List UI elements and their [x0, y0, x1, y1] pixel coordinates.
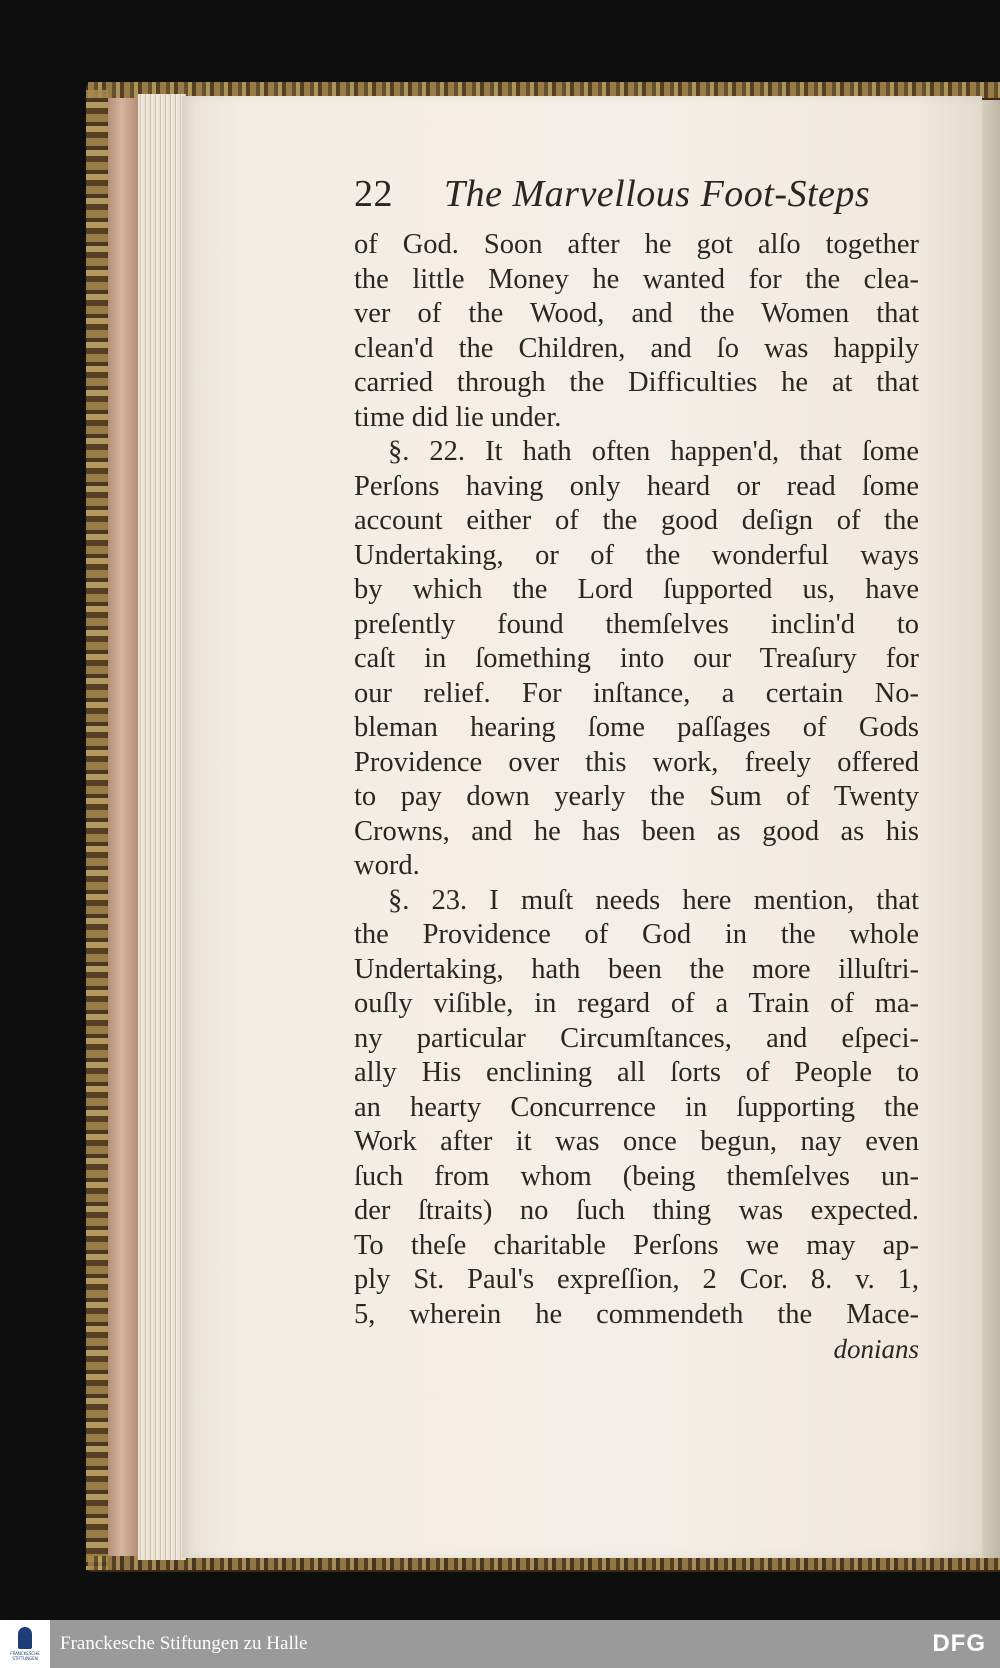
text-line: time did lie under.	[354, 401, 562, 433]
catchword: donians	[833, 1334, 919, 1364]
facing-page-edge	[980, 100, 1000, 1558]
logo-mark-icon	[18, 1627, 32, 1649]
text-line: Perſons having only heard or read ſome	[354, 470, 919, 502]
text-lines	[354, 228, 919, 1332]
text-line: Providence over this work, freely offered	[354, 746, 919, 778]
institution-name: Franckesche Stiftungen zu Halle	[60, 1633, 308, 1654]
text-line: ouſly viſible, in regard of a Train of ma-	[354, 988, 919, 1019]
gilt-border-left	[86, 90, 108, 1570]
running-head: The Marvellous Foot-Steps	[444, 173, 871, 215]
text-line: the little Money he wanted for the clea-	[354, 263, 919, 295]
page-number: 22	[354, 173, 393, 215]
page-text	[354, 172, 919, 1366]
text-line: word.	[354, 850, 420, 881]
text-line: ply St. Paul's expreſſion, 2 Cor. 8. v. 1,	[354, 1264, 919, 1295]
text-line: 5, wherein he commendeth the Mace-	[354, 1298, 919, 1330]
text-line: §. 22. It hath often happen'd, that ſome	[388, 436, 919, 467]
text-line: Crowns, and he has been as good as his	[354, 815, 919, 847]
text-line: the Providence of God in the whole	[354, 919, 919, 950]
text-line: by which the Lord ſupported us, have	[354, 574, 919, 605]
text-line: Work after it was once begun, nay even	[354, 1126, 919, 1157]
text-line: carried through the Difficulties he at that	[354, 367, 919, 398]
institution-logo	[0, 1620, 50, 1668]
text-line: ny particular Circumſtances, and eſpeci-	[354, 1022, 919, 1054]
viewer-footer	[0, 1620, 1000, 1668]
text-line: our relief. For inſtance, a certain No-	[354, 677, 919, 709]
text-line: Undertaking, or of the wonderful ways	[354, 539, 919, 571]
running-header	[354, 172, 919, 228]
text-line: To theſe charitable Perſons we may ap-	[354, 1229, 919, 1261]
text-line: an hearty Concurrence in ſupporting the	[354, 1091, 919, 1123]
text-line: ſuch from whom (being themſelves un-	[354, 1160, 919, 1192]
marbled-endpaper	[108, 98, 142, 1556]
text-line: ver of the Wood, and the Women that	[354, 298, 919, 329]
text-line: to pay down yearly the Sum of Twenty	[354, 781, 919, 812]
text-line: bleman hearing ſome paſſages of Gods	[354, 712, 919, 743]
dfg-logo: DFG	[932, 1630, 986, 1657]
text-line: ally His enclining all ſorts of People to	[354, 1057, 919, 1088]
page-edges	[138, 94, 186, 1560]
text-line: caſt in ſomething into our Treaſury for	[354, 643, 919, 674]
logo-text: FRANCKESCHE STIFTUNGEN	[10, 1651, 40, 1661]
text-line: §. 23. I muſt needs here mention, that	[388, 884, 919, 916]
text-line: Undertaking, hath been the more illuſtri-	[354, 953, 919, 985]
text-line: der ſtraits) no ſuch thing was expected.	[354, 1195, 919, 1226]
text-line: preſently found themſelves inclin'd to	[354, 608, 919, 640]
text-line: clean'd the Children, and ſo was happily	[354, 332, 919, 364]
gilt-border-bottom	[88, 1556, 1000, 1570]
text-line: of God. Soon after he got alſo together	[354, 229, 919, 260]
text-line: account either of the good deſign of the	[354, 505, 919, 536]
